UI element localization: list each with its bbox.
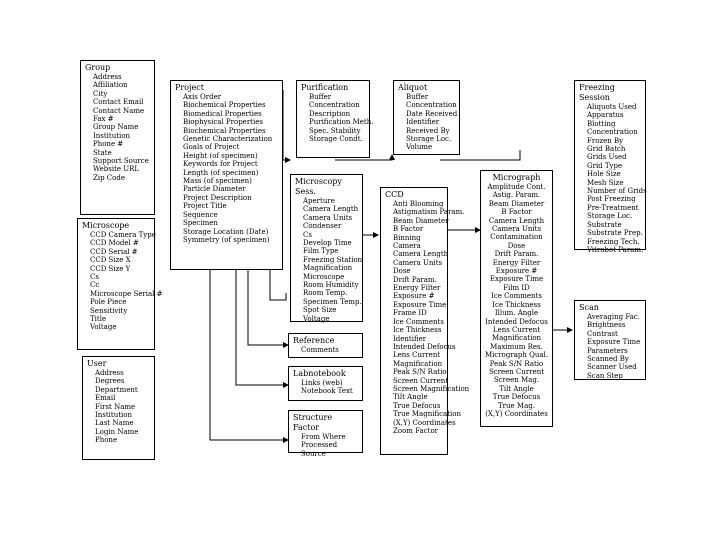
ccd-field: Exposure # — [393, 292, 435, 301]
user-field: Degrees — [95, 377, 125, 386]
user-field: Address — [95, 369, 124, 377]
project-field: Project Title — [183, 202, 227, 211]
micrograph-field: True Mag. — [498, 401, 535, 410]
microscope-field: Microscope Serial # — [90, 289, 163, 298]
labnotebook-field: Links (web) — [301, 379, 343, 387]
project-field: Axis Order — [183, 93, 222, 101]
group-field: Zip Code — [93, 173, 126, 182]
microscope-title: Microscope — [82, 221, 130, 230]
microscopy-session-field: Develop Time — [303, 239, 352, 248]
micrograph-field: Lens Current — [492, 325, 541, 334]
micrograph-field: Contamination — [490, 233, 543, 242]
freezing-session-field: Hole Size — [587, 170, 621, 179]
ccd-field: B Factor — [393, 225, 424, 234]
microscopy-session-title: Microscopy Sess. — [295, 177, 342, 196]
ccd-field: Drift Param. — [393, 275, 437, 284]
ccd-field: Tilt Angle — [393, 393, 428, 402]
purification-title: Purification — [301, 83, 349, 92]
group-field: Fax # — [93, 115, 114, 124]
connector-project-reference — [248, 270, 288, 345]
scan-field: Parameters — [587, 346, 628, 355]
microscopy-session-field: Film Type — [303, 247, 339, 256]
microscope-field: CCD Size X — [90, 256, 131, 265]
reference-box — [288, 333, 363, 358]
microscope-field: CCD Model # — [90, 239, 139, 248]
freezing-session-fields — [587, 103, 647, 254]
project-field: Specimen — [183, 219, 218, 228]
user-field: Department — [95, 385, 138, 394]
microscope-field: CCD Size Y — [90, 264, 131, 273]
micrograph-field: Exposure Time — [489, 275, 544, 284]
scan-field: Scanner Used — [587, 363, 637, 372]
freezing-session-field: Freezing Tech. — [587, 237, 640, 246]
labnotebook-field: Notebook Text — [301, 387, 353, 396]
project-fields — [183, 93, 278, 244]
ccd-field: Peak S/N Ratio — [393, 368, 447, 377]
ccd-title: CCD — [385, 190, 404, 199]
group-field: Affiliation — [93, 81, 128, 90]
group-box — [80, 60, 155, 215]
group-title: Group — [85, 63, 111, 72]
structure-factor-fields — [301, 433, 358, 458]
scan-field: Scan Step — [587, 371, 623, 380]
micrograph-field: Exposure # — [495, 267, 538, 276]
group-field: State — [93, 148, 112, 157]
micrograph-field: Ice Thickness — [492, 300, 541, 309]
project-field: Biophysical Properties — [183, 118, 263, 127]
purification-field: Description — [309, 109, 351, 118]
freezing-session-field: Frozen By — [587, 136, 624, 145]
ccd-field: Binning — [393, 233, 421, 242]
micrograph-field: B Factor — [501, 208, 532, 217]
aliquot-fields — [406, 93, 458, 152]
group-field: Contact Name — [93, 106, 145, 115]
project-field: Storage Location (Date) — [183, 227, 269, 236]
microscopy-session-field: Voltage — [303, 314, 330, 323]
project-box — [170, 80, 283, 270]
freezing-session-field: Grid Batch — [587, 145, 626, 154]
ccd-field: Magnification — [393, 359, 443, 368]
ccd-field: True Defocus — [393, 401, 441, 410]
purification-field: Purification Meth. — [309, 118, 374, 127]
ccd-field: Ice Comments — [393, 317, 444, 326]
micrograph-field: Micrograph Qual. — [485, 351, 548, 360]
reference-field: Comments — [301, 346, 339, 354]
ccd-field: (X,Y) Coordinates — [393, 418, 456, 427]
ccd-field: True Magnification — [393, 410, 461, 419]
labnotebook-box — [288, 366, 363, 401]
microscopy-session-field: Magnification — [303, 264, 353, 273]
ccd-field: Camera — [393, 242, 421, 251]
microscopy-session-field: Cs — [303, 230, 312, 239]
structure-factor-title: Structure Factor — [293, 413, 333, 432]
micrograph-field: Tilt Angle — [499, 384, 534, 393]
micrograph-field: Astig. Param. — [492, 191, 541, 200]
micrograph-field: Peak S/N Ratio — [489, 359, 544, 368]
group-fields — [93, 73, 150, 182]
group-field: Group Name — [93, 123, 139, 132]
group-field: Address — [93, 73, 122, 81]
scan-fields — [587, 313, 641, 380]
user-box — [82, 356, 155, 460]
microscopy-session-field: Freezing Station — [303, 255, 363, 264]
ccd-field: Energy Filter — [393, 284, 441, 293]
microscope-field: Pole Piece — [90, 298, 127, 307]
freezing-session-title: Freezing Session — [579, 83, 615, 102]
micrograph-field: Intended Defocus — [485, 317, 548, 326]
freezing-session-field: Vitrobot Param. — [587, 245, 644, 254]
freezing-session-field: Substrate Prep. — [587, 229, 643, 238]
project-field: Sequence — [183, 210, 218, 219]
user-field: Phone — [95, 436, 118, 445]
micrograph-fields — [485, 183, 548, 418]
microscopy-session-field: Camera Units — [303, 213, 353, 222]
project-field: Mass (of specimen) — [183, 177, 252, 186]
user-field: Institution — [95, 411, 133, 420]
user-fields — [95, 369, 150, 445]
scan-box — [574, 300, 646, 380]
user-title: User — [87, 359, 107, 368]
freezing-session-field: Mesh Size — [587, 178, 624, 187]
micrograph-field: Maximum Res. — [490, 342, 543, 351]
aliquot-field: Storage Loc. — [406, 135, 452, 144]
labnotebook-title: Labnotebook — [293, 369, 346, 378]
reference-title: Reference — [293, 336, 335, 345]
project-field: Genetic Characterization — [183, 135, 273, 144]
ccd-field: Astigmatism Param. — [393, 208, 465, 217]
microscope-field: Voltage — [90, 323, 117, 332]
micrograph-field: Film ID — [503, 283, 530, 292]
micrograph-field: Energy Filter — [492, 258, 541, 267]
ccd-field: Dose — [393, 267, 411, 276]
microscope-field: CCD Serial # — [90, 247, 138, 256]
freezing-session-field: Concentration — [587, 128, 638, 137]
project-field: Symmetry (of specimen) — [183, 235, 270, 244]
freezing-session-field: Grids Used — [587, 153, 627, 162]
connector-project-labnotebook — [236, 270, 288, 385]
freezing-session-field: Blotting — [587, 119, 616, 128]
ccd-box — [380, 187, 470, 455]
structure-factor-field: Processed — [301, 441, 338, 450]
micrograph-field: Amplitude Cont. — [487, 183, 546, 191]
purification-field: Concentration — [309, 101, 360, 110]
ccd-field: Beam Diameter — [393, 216, 449, 225]
micrograph-field: True Defocus — [492, 393, 541, 402]
microscopy-session-field: Spot Size — [303, 306, 337, 315]
user-field: Last Name — [95, 419, 134, 428]
structure-factor-field: From Where — [301, 433, 346, 441]
aliquot-title: Aliquot — [398, 83, 428, 92]
micrograph-field: Screen Mag. — [493, 376, 540, 385]
reference-fields — [301, 346, 358, 354]
group-field: Support Source — [93, 157, 149, 166]
freezing-session-field: Pre-Treatment — [587, 203, 639, 212]
user-field: Login Name — [95, 427, 139, 436]
microscopy-session-field: Microscope — [303, 272, 345, 281]
project-field: Biomedical Properties — [183, 109, 262, 118]
microscopy-session-field: Room Temp. — [303, 289, 348, 298]
ccd-field: Frame ID — [393, 309, 427, 318]
micrograph-field: Screen Current — [488, 367, 545, 376]
group-field: Contact Email — [93, 98, 144, 107]
ccd-field: Ice Thickness — [393, 326, 442, 335]
project-field: Keywords for Project — [183, 160, 258, 169]
freezing-session-field: Apparatus — [587, 111, 624, 120]
ccd-field: Anti Blooming — [393, 200, 444, 208]
scan-field: Brightness — [587, 321, 626, 330]
project-field: Height (of specimen) — [183, 151, 258, 160]
ccd-field: Intended Defocus — [393, 342, 456, 351]
freezing-session-box — [574, 80, 647, 254]
microscope-field: Cc — [90, 281, 100, 290]
ccd-field: Camera Units — [393, 258, 443, 267]
microscope-field: Title — [90, 315, 107, 324]
freezing-session-field: Grid Type — [587, 161, 623, 170]
connector-project-structure — [210, 270, 288, 440]
aliquot-field: Date Received — [406, 109, 458, 118]
ccd-field: Screen Current — [393, 376, 449, 385]
microscope-box — [77, 218, 163, 350]
microscope-field: Sensitivity — [90, 306, 128, 315]
project-field: Particle Diameter — [183, 185, 246, 194]
project-field: Biochemical Properties — [183, 101, 266, 110]
purification-field: Spec. Stability — [309, 126, 361, 135]
freezing-session-field: Storage Loc. — [587, 212, 633, 221]
micrograph-title: Micrograph — [492, 173, 541, 182]
aliquot-field: Volume — [406, 143, 433, 152]
microscopy-session-field: Specimen Temp. — [303, 297, 362, 306]
aliquot-field: Concentration — [406, 101, 457, 110]
micrograph-field: Drift Param. — [494, 250, 539, 259]
micrograph-box — [480, 170, 553, 427]
group-field: Website URL — [93, 165, 140, 174]
user-field: Email — [95, 394, 116, 403]
micrograph-field: Illum. Angle — [494, 309, 539, 318]
scan-field: Exposure Time — [587, 338, 641, 347]
scan-field: Scanned By — [587, 355, 629, 364]
connector-project-ccd — [270, 270, 286, 300]
freezing-session-field: Aliquots Used — [587, 103, 637, 111]
micrograph-field: Dose — [507, 241, 526, 250]
project-field: Goals of Project — [183, 143, 240, 152]
ccd-field: Lens Current — [393, 351, 441, 360]
microscopy-session-fields — [303, 197, 363, 323]
labnotebook-fields — [301, 379, 358, 396]
project-title: Project — [175, 83, 204, 92]
aliquot-field: Buffer — [406, 93, 429, 101]
micrograph-field: Camera Length — [488, 216, 545, 225]
project-field: Project Description — [183, 193, 252, 202]
ccd-field: Identifier — [393, 334, 427, 343]
purification-field: Buffer — [309, 93, 332, 101]
freezing-session-field: Substrate — [587, 220, 622, 229]
scan-field: Contrast — [587, 329, 618, 338]
aliquot-field: Received By — [406, 126, 450, 135]
structure-factor-box — [288, 410, 363, 458]
microscopy-session-field: Camera Length — [303, 205, 359, 214]
micrograph-field: (X,Y) Coordinates — [485, 409, 548, 418]
group-field: City — [93, 89, 108, 98]
ccd-field: Zoom Factor — [393, 426, 439, 435]
micrograph-field: Camera Units — [491, 225, 542, 234]
ccd-fields — [393, 200, 470, 435]
ccd-field: Exposure Time — [393, 300, 447, 309]
purification-fields — [309, 93, 374, 144]
scan-title: Scan — [579, 303, 599, 312]
freezing-session-field: Number of Grids — [587, 187, 647, 196]
group-field: Institution — [93, 131, 131, 140]
microscope-fields — [90, 231, 163, 332]
purification-field: Storage Condt. — [309, 135, 363, 144]
micrograph-field: Ice Comments — [491, 292, 542, 301]
ccd-field: Screen Magnification — [393, 384, 470, 393]
aliquot-field: Identifier — [406, 118, 440, 127]
project-field: Length (of specimen) — [183, 168, 259, 177]
microscopy-session-box — [290, 174, 363, 322]
microscope-field: Cs — [90, 273, 99, 282]
aliquot-box — [393, 80, 460, 155]
connector-project-purification — [283, 90, 290, 160]
freezing-session-field: Post Freezing — [587, 195, 636, 204]
micrograph-field: Beam Diameter — [488, 199, 545, 208]
ccd-field: Camera Length — [393, 250, 449, 259]
group-field: Phone # — [93, 140, 124, 149]
microscopy-session-field: Room Humidity — [303, 281, 359, 290]
purification-box — [296, 80, 374, 158]
structure-factor-field: Source — [301, 449, 326, 458]
microscopy-session-field: Condenser — [303, 222, 342, 231]
user-field: First Name — [95, 402, 136, 411]
project-field: Biochemical Properties — [183, 126, 266, 135]
scan-field: Averaging Fac. — [587, 313, 641, 321]
microscope-field: CCD Camera Type — [90, 231, 156, 239]
micrograph-field: Magnification — [491, 334, 542, 343]
microscopy-session-field: Aperture — [303, 197, 335, 205]
